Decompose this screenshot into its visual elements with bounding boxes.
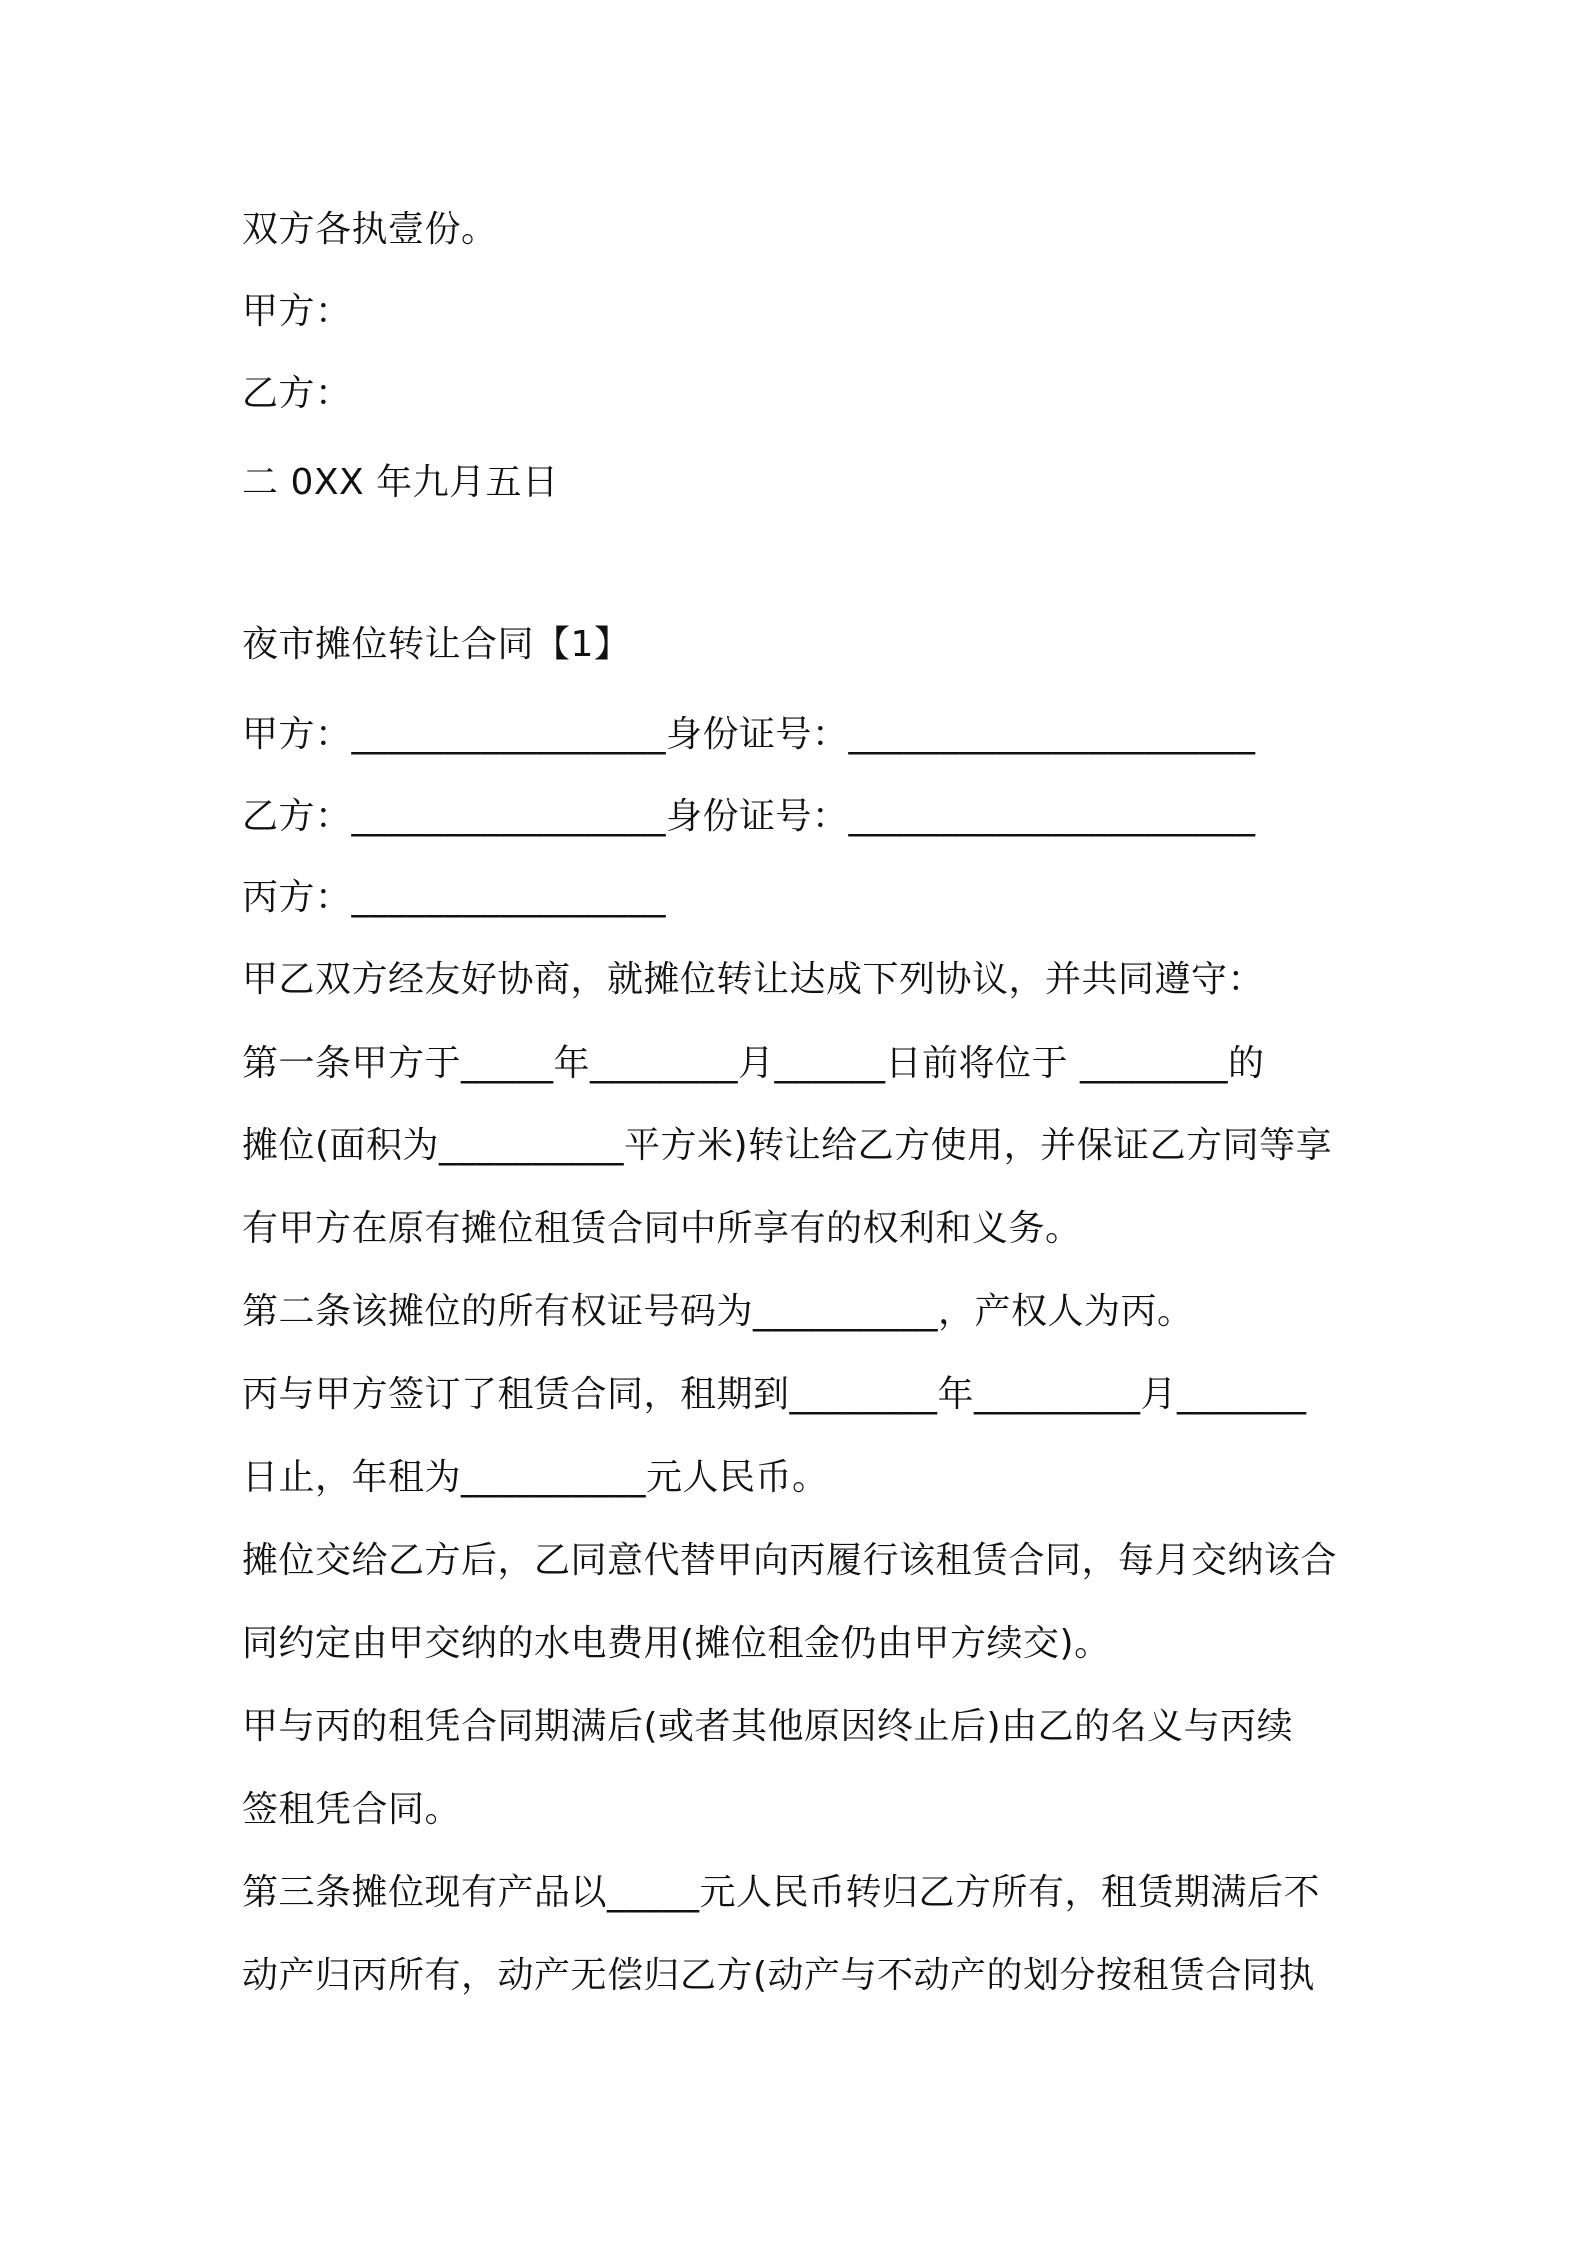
article-one-line-1: 第一条甲方于_____年________月______日前将位于 ________的 (242, 1043, 1265, 1084)
article-two-line-1: 第二条该摊位的所有权证号码为__________，产权人为丙。 (242, 1291, 1194, 1332)
article-two-line-3: 日止，年租为__________元人民币。 (242, 1457, 829, 1498)
article-one-line-2: 摊位(面积为__________平方米)转让给乙方使用，并保证乙方同等享 (242, 1125, 1333, 1166)
preamble-paragraph: 甲乙双方经友好协商，就摊位转让达成下列协议，并共同遵守： (242, 959, 1265, 1000)
closing-copies-line: 双方各执壹份。 (242, 209, 498, 250)
signature-date: 二 0XX 年九月五日 (242, 462, 559, 503)
article-three-line-1: 第三条摊位现有产品以_____元人民币转归乙方所有，租赁期满后不 (242, 1872, 1321, 1913)
article-three-line-2: 动产归丙所有，动产无偿归乙方(动产与不动产的划分按租赁合同执 (242, 1955, 1316, 1996)
party-a-field: 甲方：_________________身份证号：______________________ (242, 714, 1256, 755)
party-c-field: 丙方：_________________ (242, 877, 667, 918)
article-two-line-7: 签租凭合同。 (242, 1789, 462, 1830)
article-two-line-5: 同约定由甲交纳的水电费用(摊位租金仍由甲方续交)。 (242, 1623, 1111, 1664)
article-one-line-3: 有甲方在原有摊位租赁合同中所享有的权利和义务。 (242, 1208, 1082, 1249)
signature-party-b: 乙方： (242, 373, 352, 414)
article-two-line-6: 甲与丙的租凭合同期满后(或者其他原因终止后)由乙的名义与丙续 (242, 1706, 1294, 1747)
article-two-line-4: 摊位交给乙方后，乙同意代替甲向丙履行该租赁合同，每月交纳该合 (242, 1540, 1338, 1581)
party-b-field: 乙方：_________________身份证号：______________________ (242, 796, 1256, 837)
contract-title: 夜市摊位转让合同【1】 (242, 624, 631, 665)
article-two-line-2: 丙与甲方签订了租赁合同，租期到________年_________月_______ (242, 1374, 1307, 1415)
signature-party-a: 甲方： (242, 291, 352, 332)
